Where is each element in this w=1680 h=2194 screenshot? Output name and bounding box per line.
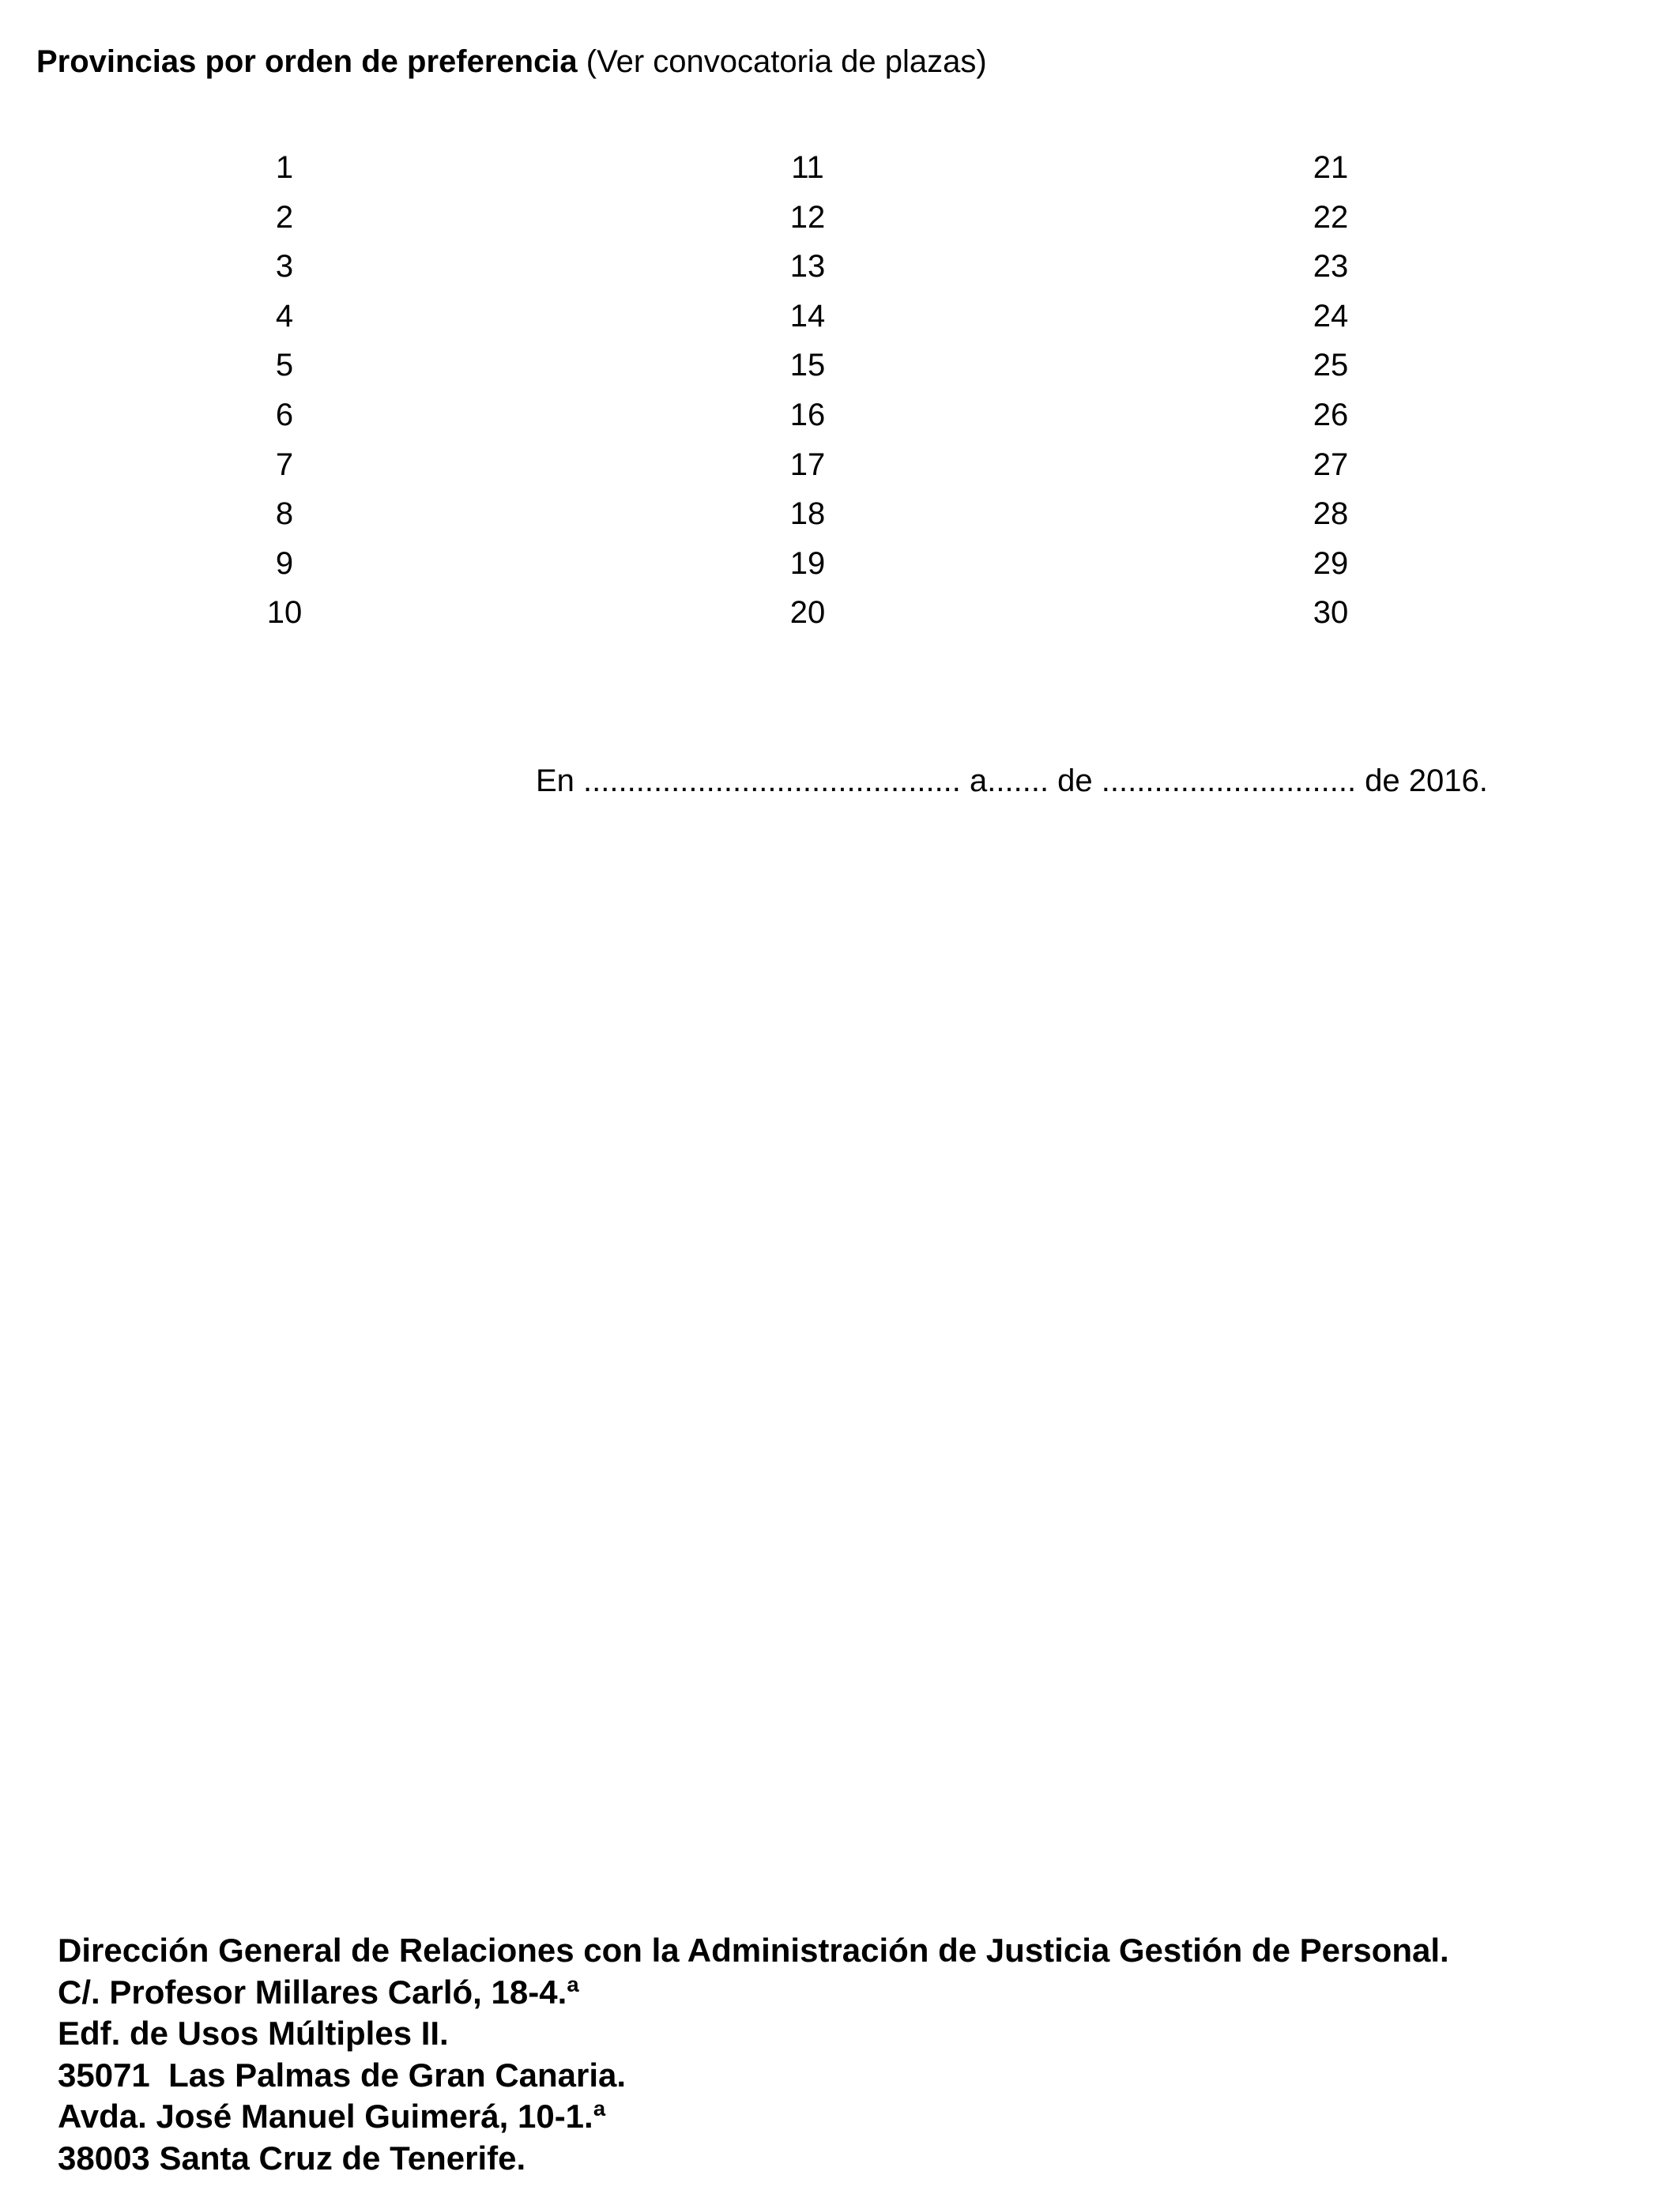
preference-number: 13 bbox=[789, 249, 826, 285]
preference-number: 4 bbox=[275, 298, 294, 334]
preference-number: 21 bbox=[1313, 150, 1349, 185]
preference-number: 25 bbox=[1313, 348, 1349, 383]
preference-number: 11 bbox=[791, 150, 824, 185]
preference-number: 26 bbox=[1313, 397, 1349, 432]
place-date-line: En ........................................... a....... de ............................. de 2016. bbox=[536, 763, 1488, 798]
heading-note: (Ver convocatoria de plazas) bbox=[586, 44, 987, 79]
preference-number: 17 bbox=[789, 447, 826, 482]
preference-number: 27 bbox=[1313, 447, 1349, 482]
address-line: Dirección General de Relaciones con la Administración de Justicia Gestión de Personal. bbox=[58, 1932, 1449, 1969]
preference-number: 1 bbox=[275, 150, 294, 185]
address-line: Edf. de Usos Múltiples II. bbox=[58, 2015, 449, 2052]
address-line: Avda. José Manuel Guimerá, 10-1.ª bbox=[58, 2098, 606, 2135]
preference-number: 9 bbox=[275, 545, 294, 581]
preference-number: 22 bbox=[1313, 199, 1349, 235]
preference-number: 3 bbox=[275, 249, 294, 285]
address-line: 35071 Las Palmas de Gran Canaria. bbox=[58, 2056, 627, 2094]
heading-title: Provincias por orden de preferencia bbox=[36, 44, 578, 79]
preference-number: 10 bbox=[266, 595, 303, 631]
address-line: 38003 Santa Cruz de Tenerife. bbox=[58, 2139, 526, 2177]
preference-number: 5 bbox=[275, 348, 294, 383]
preference-number: 18 bbox=[789, 496, 826, 532]
preference-column-3 bbox=[1275, 143, 1386, 638]
preference-number: 28 bbox=[1313, 496, 1349, 532]
preference-number: 30 bbox=[1313, 595, 1349, 631]
preference-number: 20 bbox=[789, 595, 826, 631]
preference-number: 14 bbox=[789, 298, 826, 334]
page-heading bbox=[36, 40, 987, 84]
preference-number: 29 bbox=[1313, 545, 1349, 581]
preference-number: 19 bbox=[789, 545, 826, 581]
preference-number: 2 bbox=[275, 199, 294, 235]
preference-number: 16 bbox=[789, 397, 826, 432]
address-line: C/. Profesor Millares Carló, 18-4.ª bbox=[58, 1973, 579, 2011]
preference-number: 8 bbox=[275, 496, 294, 532]
preference-column-1 bbox=[229, 143, 340, 638]
preference-number: 6 bbox=[275, 397, 294, 432]
preference-number: 24 bbox=[1313, 298, 1349, 334]
preference-number: 15 bbox=[789, 348, 826, 383]
preference-number: 12 bbox=[789, 199, 826, 235]
preference-number: 23 bbox=[1313, 249, 1349, 285]
preference-number: 7 bbox=[275, 447, 294, 482]
preference-column-2 bbox=[752, 143, 863, 638]
address-block bbox=[58, 1930, 1449, 2179]
